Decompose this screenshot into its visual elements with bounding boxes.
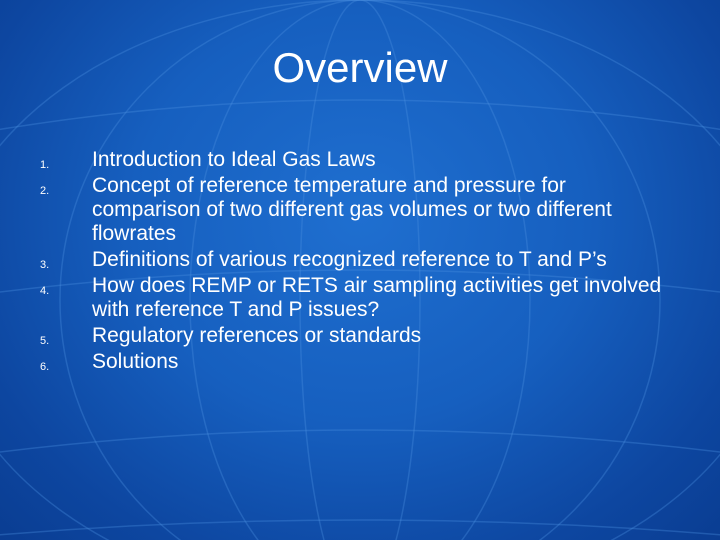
item-number: 6. bbox=[40, 361, 50, 373]
item-text: How does REMP or RETS air sampling activities get involved with reference T and P issues? bbox=[92, 274, 662, 321]
list-item bbox=[40, 350, 670, 374]
list-item bbox=[40, 174, 670, 246]
item-number: 2. bbox=[40, 185, 50, 197]
item-text: Concept of reference temperature and pressure for comparison of two different gas volumes or two different flowrates bbox=[92, 174, 612, 245]
item-text: Solutions bbox=[92, 350, 179, 373]
list-item bbox=[40, 148, 670, 172]
list-item bbox=[40, 274, 670, 322]
list-item bbox=[40, 248, 670, 272]
item-number: 4. bbox=[40, 285, 50, 297]
item-number: 3. bbox=[40, 259, 50, 271]
item-number: 1. bbox=[40, 159, 50, 171]
item-text: Introduction to Ideal Gas Laws bbox=[92, 148, 376, 171]
list-item bbox=[40, 324, 670, 348]
item-text: Regulatory references or standards bbox=[92, 324, 422, 347]
item-text: Definitions of various recognized reference to T and P’s bbox=[92, 248, 607, 271]
slide-title: Overview bbox=[272, 44, 448, 91]
agenda-list bbox=[40, 148, 670, 376]
item-number: 5. bbox=[40, 335, 50, 347]
